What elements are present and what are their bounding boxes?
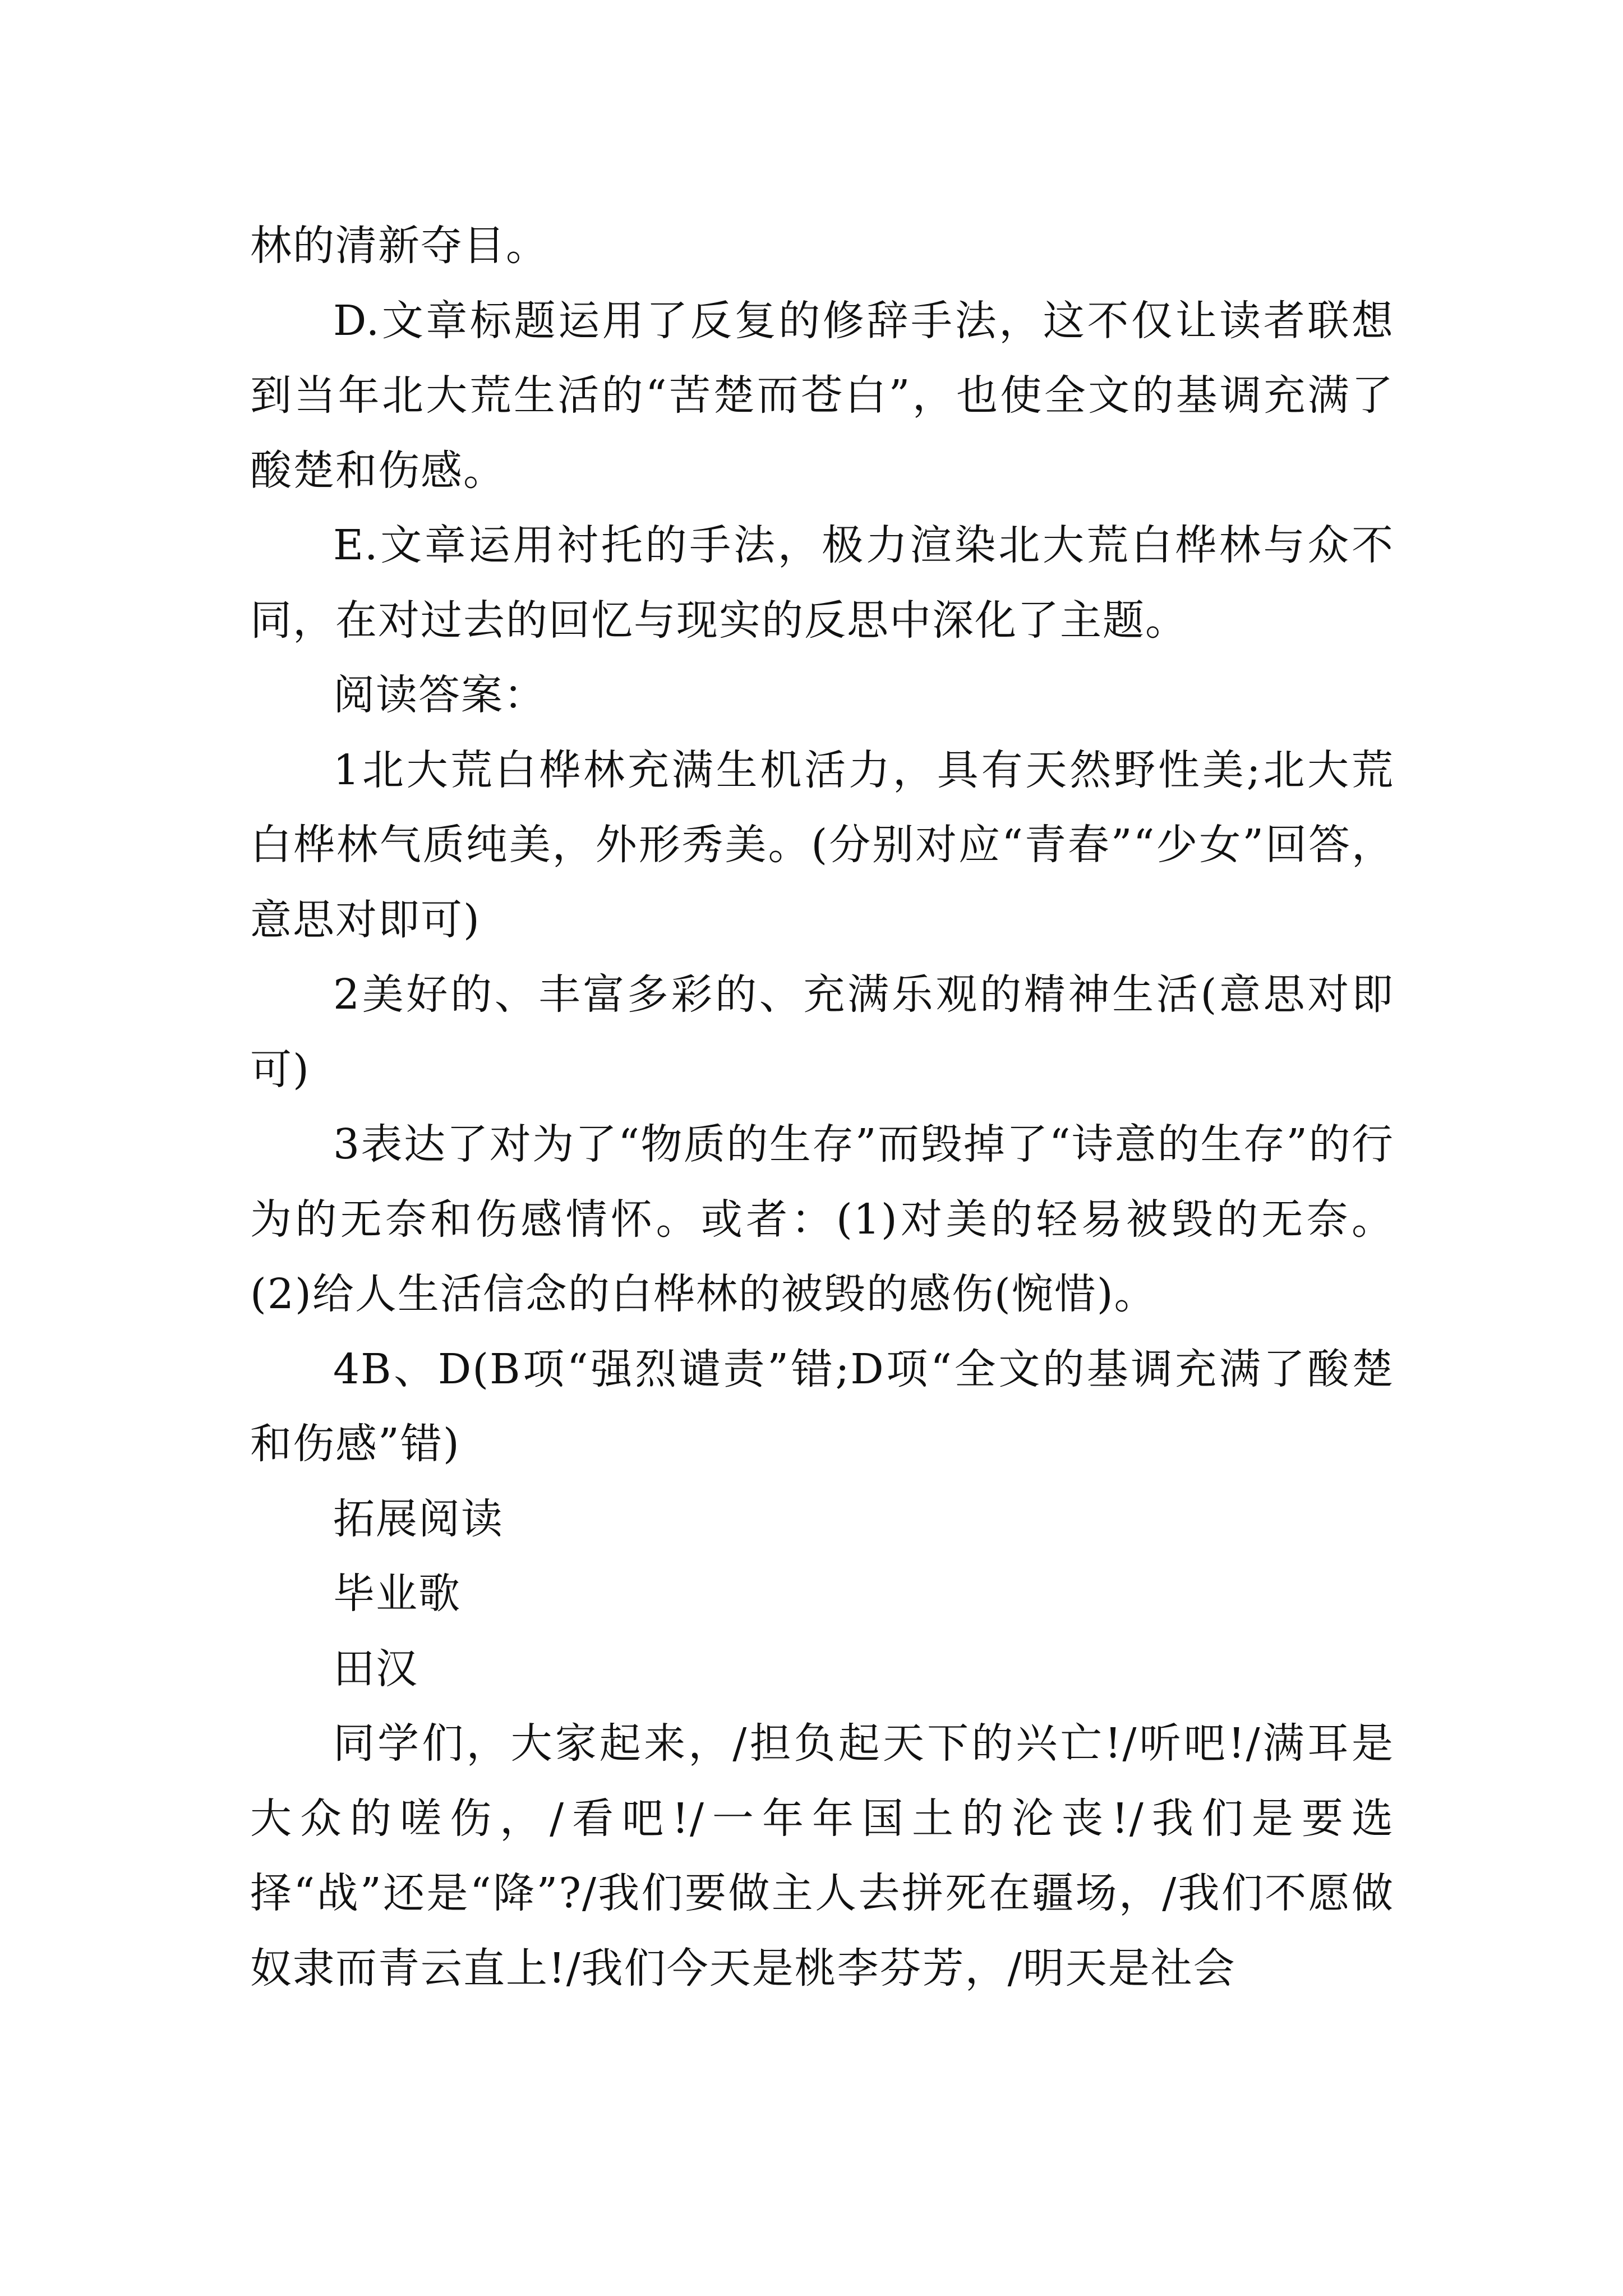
answers-heading: 阅读答案： — [333, 671, 546, 719]
document-page — [250, 209, 1394, 2006]
answer-4: 4B、D(B项“强烈谴责”错;D项“全文的基调充满了酸楚和伤感”错) — [250, 1345, 1394, 1468]
song-author: 田汉 — [333, 1644, 418, 1693]
answer-2: 2美好的、丰富多彩的、充满乐观的精神生活(意思对即可) — [250, 970, 1394, 1094]
song-lyrics: 同学们，大家起来，/担负起天下的兴亡!/听吧!/满耳是大众的嗟伤，/看吧!/一年年国土的沦丧!/我们是要选择“战”还是“降”?/我们要做主人去拼死在疆场，/我们不愿做奴隶而青云直上!/我们今天是桃李芬芳，/明天是社会 — [250, 1719, 1394, 1993]
extended-reading-heading: 拓展阅读 — [333, 1494, 504, 1543]
paragraph-option-e: E.文章运用衬托的手法，极力渲染北大荒白桦林与众不同，在对过去的回忆与现实的反思中深化了主题。 — [250, 521, 1394, 645]
paragraph-option-d: D.文章标题运用了反复的修辞手法，这不仅让读者联想到当年北大荒生活的“苦楚而苍白”，也使全文的基调充满了酸楚和伤感。 — [250, 296, 1394, 495]
answer-3: 3表达了对为了“物质的生存”而毁掉了“诗意的生存”的行为的无奈和伤感情怀。或者：(1)对美的轻易被毁的无奈。(2)给人生活信念的白桦林的被毁的感伤(惋惜)。 — [250, 1120, 1394, 1318]
paragraph-continuation: 林的清新夺目。 — [250, 222, 548, 270]
song-title: 毕业歌 — [333, 1570, 461, 1618]
answer-1: 1北大荒白桦林充满生机活力，具有天然野性美;北大荒白桦林气质纯美，外形秀美。(分别对应“青春”“少女”回答，意思对即可) — [250, 746, 1394, 944]
